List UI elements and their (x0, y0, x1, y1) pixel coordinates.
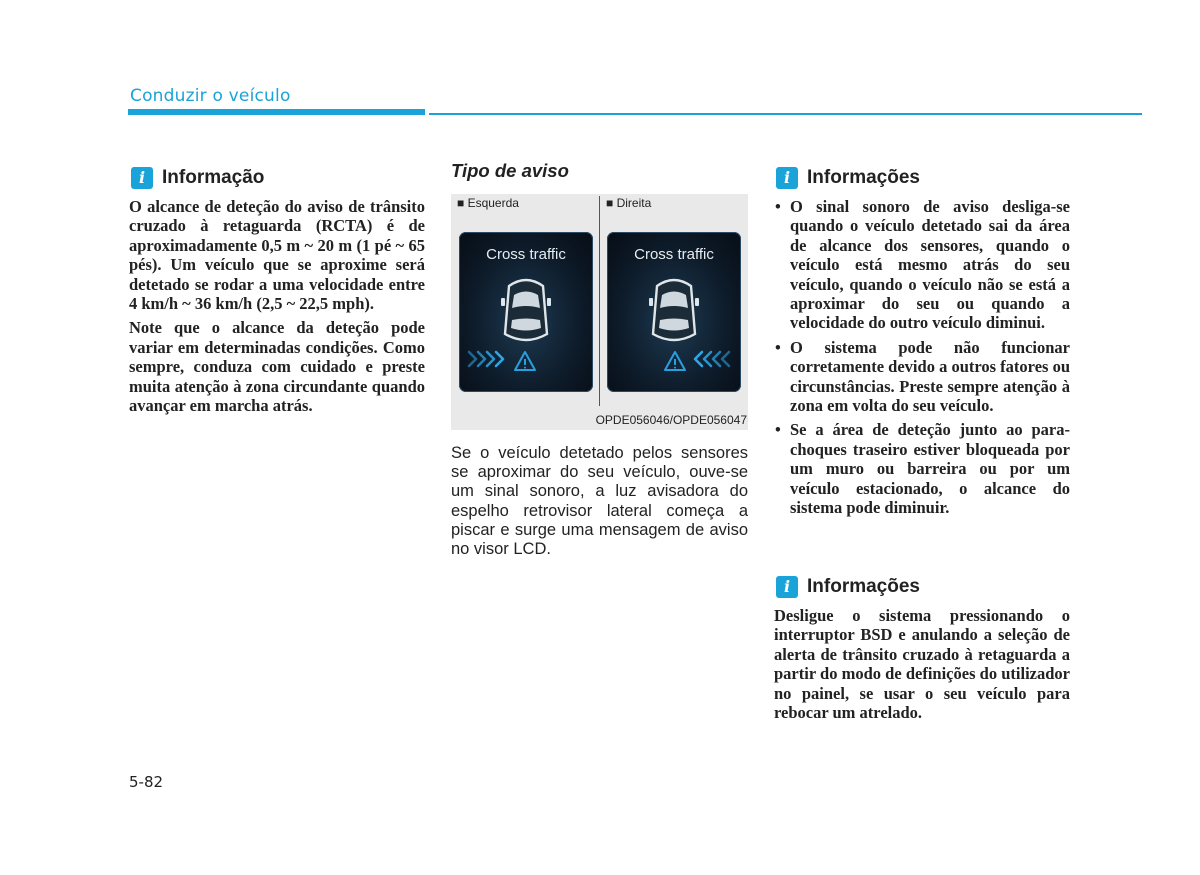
cluster-panel-left (459, 232, 593, 392)
cluster-panel-right (607, 232, 741, 392)
figure-label-right: ■ Direita (606, 196, 652, 210)
warning-description: Se o veículo detetado pelos sensores se aproximar do seu veículo, ouve-se um sinal sonoro, a luz avisadora do espelho retrovisor lateral começa a piscar e surge uma mensagem de aviso no visor LCD. (451, 444, 748, 559)
left-info-text (129, 197, 425, 420)
figure-code: OPDE056046/OPDE056047 (595, 413, 747, 427)
info-heading-left (131, 167, 264, 189)
warning-triangle-icon (665, 352, 685, 370)
info-bullet: • O sinal sonoro de aviso desliga-se quando o veículo detetado sai da área de alcance dos sensores, quando o veículo está mesmo atrás do seu veículo, quando o veículo não se está a aproximar do seu ou quando a velocidade do outro veículo diminui. (774, 197, 1070, 333)
chevron-arrows-icon (469, 352, 503, 366)
left-info-paragraph-1: O alcance de deteção do aviso de trânsito cruzado à retaguarda (RCTA) é de aproximadamente 0,5 m ~ 20 m (1 pé ~ 65 pés). Um veículo que se aproxime será detetado se rodar a uma velocidade entre 4 km/h ~ 36 km/h (2,5 ~ 22,5 mph). (129, 197, 425, 314)
car-top-icon (649, 280, 699, 340)
section-title: Conduzir o veículo (130, 86, 291, 106)
info-title: Informações (807, 576, 920, 597)
left-info-paragraph-2: Note que o alcance da deteção pode variar em determinadas condições. Como sempre, conduza com cuidado e preste muita atenção à zona circundante quando avançar em marcha atrás. (129, 318, 425, 416)
info-bullet: • O sistema pode não funcionar corretamente devido a outros fatores ou circunstâncias. Preste sempre atenção à zona em volta do seu veículo. (774, 338, 1070, 416)
info-heading-right-1 (776, 167, 920, 189)
info-icon: i (131, 167, 153, 189)
warning-type-title: Tipo de aviso (451, 160, 569, 181)
warning-figure (451, 194, 748, 430)
car-top-icon (501, 280, 551, 340)
info-title: Informação (162, 167, 265, 188)
panel-graphics (459, 232, 593, 392)
chevron-arrows-icon (695, 352, 729, 366)
page-number: 5-82 (129, 773, 164, 791)
figure-divider (599, 196, 600, 406)
panel-graphics (607, 232, 741, 392)
header-rule-thin (429, 113, 1142, 115)
warning-triangle-icon (515, 352, 535, 370)
info-icon: i (776, 167, 798, 189)
panel-message: Cross traffic (634, 246, 714, 263)
info-heading-right-2 (776, 576, 920, 598)
info-bullet-list (774, 197, 1070, 523)
right-info-2-text: Desligue o sistema pressionando o interruptor BSD e anulando a seleção de alerta de trânsito cruzado à retaguarda a partir do modo de definições do utilizador no painel, se usar o seu veículo para rebocar um atrelado. (774, 606, 1070, 723)
header-rule-thick (128, 109, 425, 115)
panel-message: Cross traffic (486, 246, 566, 263)
info-icon: i (776, 576, 798, 598)
figure-label-left: ■ Esquerda (457, 196, 519, 210)
info-bullet: • Se a área de deteção junto ao para-choques traseiro estiver bloqueada por um muro ou barreira ou por um veículo estacionado, o alcance do sistema pode diminuir. (774, 420, 1070, 517)
info-title: Informações (807, 167, 920, 188)
